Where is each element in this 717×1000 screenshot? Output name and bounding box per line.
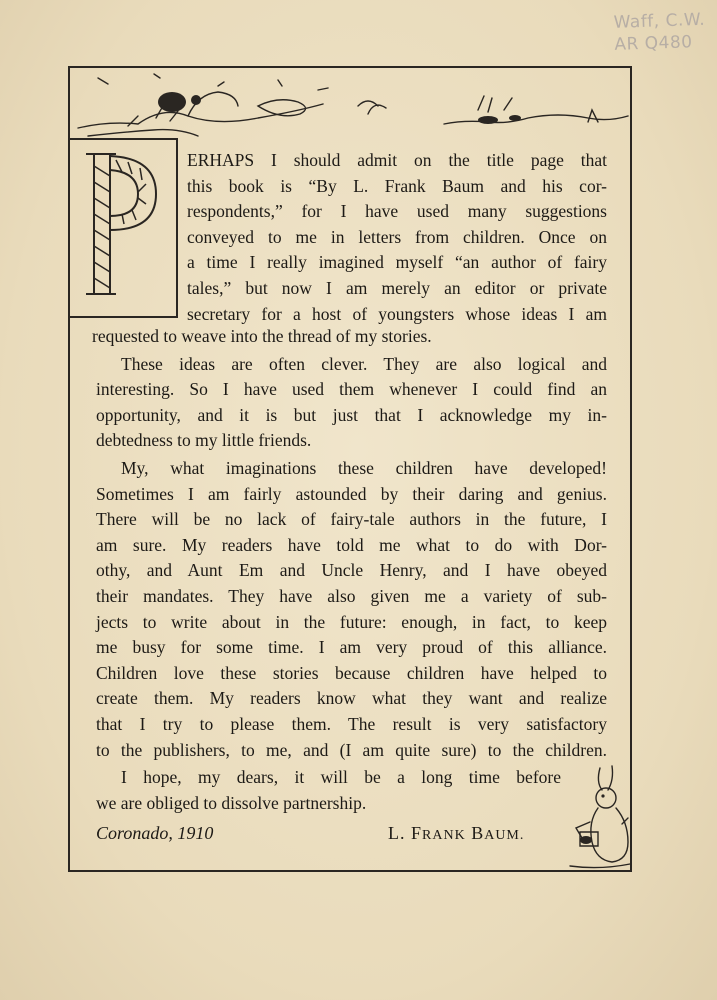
text-line: respondents,” for I have used many suggestions xyxy=(187,201,607,222)
author-first-rest: RANK xyxy=(422,828,466,843)
place-date: Coronado, 1910 xyxy=(96,823,214,843)
text-line: othy, and Aunt Em and Uncle Henry, and I have obeyed xyxy=(96,560,607,581)
call-number-line: AR Q480 xyxy=(614,32,693,55)
text-line: Children love these stories because children have helped to xyxy=(96,662,607,683)
text-line: jects to write about in the future: enough, in fact, to keep xyxy=(96,611,607,632)
author-first-initial: F xyxy=(411,823,423,843)
text-line: Sometimes I am fairly astounded by their daring and genius. xyxy=(96,483,607,504)
author-initial: L. xyxy=(388,823,406,843)
text-line: we are obliged to dissolve partnership. xyxy=(96,792,367,813)
text-line: to the publishers, to me, and (I am quite sure) to the children. xyxy=(96,739,607,760)
text-line: conveyed to me in letters from children. Once on xyxy=(187,226,607,247)
text-line: I hope, my dears, it will be a long time before xyxy=(121,767,561,788)
text-line: create them. My readers know what they want and realize xyxy=(96,688,607,709)
author-last-initial: B xyxy=(471,823,485,843)
text-line: debtedness to my little friends. xyxy=(96,430,312,451)
text-line: tales,” but now I am merely an editor or private xyxy=(187,277,607,298)
text-line: opportunity, and it is but just that I acknowledge my in- xyxy=(96,404,607,425)
author-signature xyxy=(388,822,524,847)
text-line: me busy for some time. I am very proud of this alliance. xyxy=(96,637,607,658)
text-line: These ideas are often clever. They are also logical and xyxy=(121,353,607,374)
drop-cap-frame xyxy=(68,138,178,318)
text-line: ERHAPS I should admit on the title page that xyxy=(187,150,607,170)
rabbit-illustration xyxy=(560,762,632,872)
paragraph xyxy=(96,456,607,763)
text-line: a time I really imagined myself “an author of fairy xyxy=(187,252,607,273)
text-line: their mandates. They have also given me a variety of sub- xyxy=(96,585,607,606)
body-text xyxy=(92,324,607,816)
text-line: this book is “By L. Frank Baum and his cor- xyxy=(187,175,607,196)
call-number-line: Waff, C.W. xyxy=(613,9,706,33)
opening-paragraph xyxy=(187,148,607,327)
text-line: My, what imaginations these children have developed! xyxy=(121,457,607,478)
text-line: There will be no lack of fairy-tale authors in the future, I xyxy=(96,509,607,530)
paragraph xyxy=(96,765,607,816)
text-line: secretary for a host of youngsters whose ideas I am xyxy=(187,303,607,324)
header-illustration xyxy=(68,66,632,146)
paragraph xyxy=(92,324,607,350)
library-call-number xyxy=(613,8,717,56)
drop-cap-p-ornament xyxy=(80,152,160,302)
paragraph xyxy=(96,352,607,454)
author-last-rest: AUM. xyxy=(484,828,525,843)
text-line: that I try to please them. The result is very satisfactory xyxy=(96,713,607,734)
text-line: interesting. So I have used them whenever I could find an xyxy=(96,379,607,400)
text-line: am sure. My readers have told me what to do with Dor- xyxy=(96,534,607,555)
text-line: requested to weave into the thread of my stories. xyxy=(92,326,432,346)
